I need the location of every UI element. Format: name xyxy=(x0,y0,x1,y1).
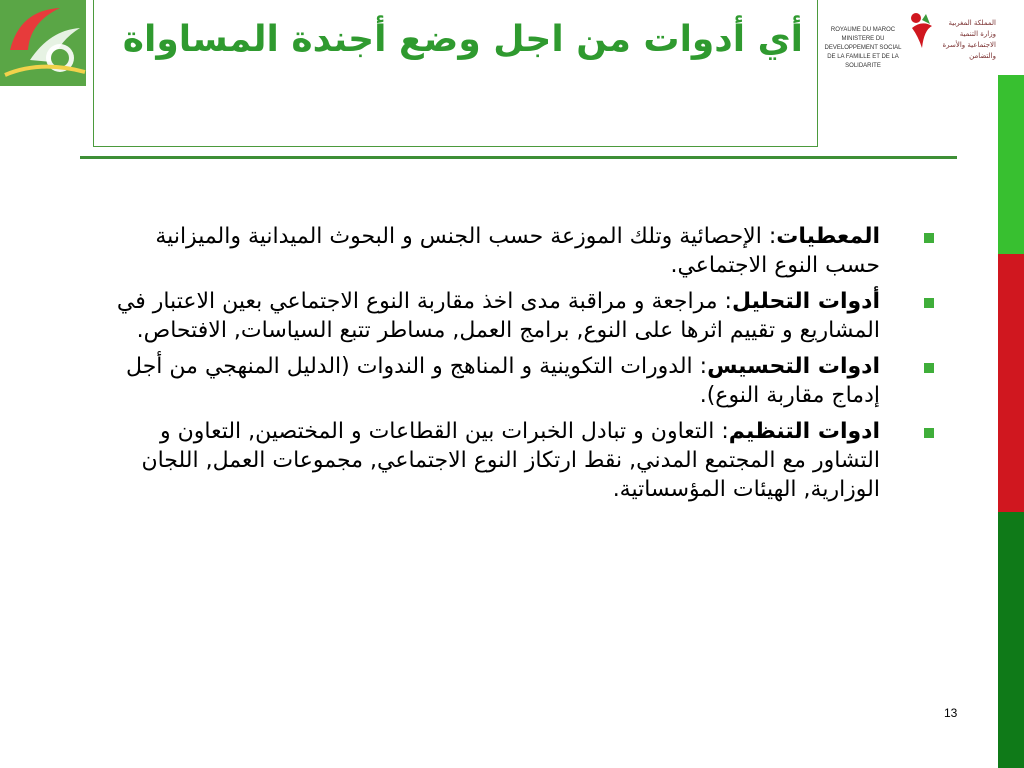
bullet-text: : الإحصائية وتلك الموزعة حسب الجنس و البحوث الميدانية والميزانية حسب النوع الاجتماعي. xyxy=(155,224,880,278)
bullet-marker-icon xyxy=(924,233,934,243)
bullet-item xyxy=(94,222,910,280)
bullet-text: : التعاون و تبادل الخبرات بين القطاعات و المختصين, التعاون و التشاور مع المجتمع المدني, نقط ارتكاز النوع الاجتماعي, مجموعات العمل, اللجان الوزارية, الهيئات المؤسساتية. xyxy=(141,419,880,502)
slide-title: أي أدوات من اجل وضع أجندة المساواة xyxy=(122,19,803,60)
side-bar-red xyxy=(998,254,1024,512)
bullet-marker-icon xyxy=(924,428,934,438)
bullet-item xyxy=(94,352,910,410)
bullet-term: ادوات التحسيس xyxy=(707,354,880,379)
ministry-emblem-icon xyxy=(908,10,936,50)
bullet-term: المعطيات xyxy=(776,224,880,249)
event-logo-graphic xyxy=(0,0,86,86)
title-box xyxy=(93,0,818,147)
ministry-name-fr: ROYAUME DU MAROC MINISTERE DU DEVELOPPEMENT SOCIAL DE LA FAMILLE ET DE LA SOLIDARITE xyxy=(824,27,902,69)
bullet-item xyxy=(94,417,910,504)
bullet-item xyxy=(94,287,910,345)
ministry-name-ar: المملكة المغربية وزارة التنمية الاجتماعية والأسرة والتضامن xyxy=(942,19,996,60)
event-logo xyxy=(0,0,86,86)
bullet-marker-icon xyxy=(924,363,934,373)
bullet-text: : الدورات التكوينية و المناهج و الندوات (الدليل المنهجي من أجل إدماج مقاربة النوع). xyxy=(126,354,880,408)
bullet-term: ادوات التنظيم xyxy=(728,419,880,444)
page-number: 13 xyxy=(944,706,958,720)
side-bar-green-top xyxy=(998,75,1024,254)
bullet-text: : مراجعة و مراقبة مدى اخذ مقاربة النوع الاجتماعي بعين الاعتبار في المشاريع و تقييم اثرها على النوع, برامج العمل, مساطر تتبع السياسات, الافتحاص. xyxy=(116,289,880,343)
title-divider xyxy=(80,156,957,159)
ministry-logo xyxy=(820,8,996,70)
bullet-marker-icon xyxy=(924,298,934,308)
bullet-term: أدوات التحليل xyxy=(731,289,880,314)
bullet-list xyxy=(94,222,910,511)
side-bar-green-bottom xyxy=(998,512,1024,768)
